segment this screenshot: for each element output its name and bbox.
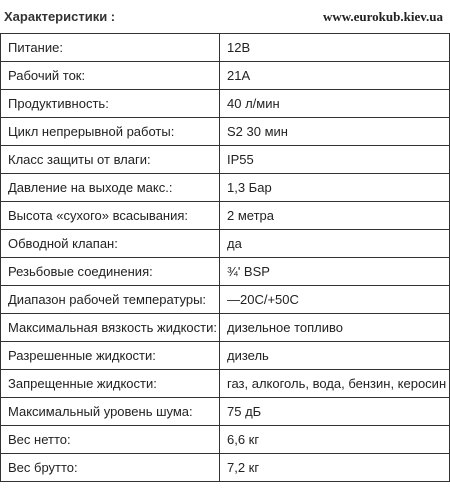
table-row: [1, 454, 450, 482]
spec-label: Резьбовые соединения:: [1, 258, 220, 286]
spec-value: —20C/+50C: [220, 286, 450, 314]
spec-value: 1,3 Бар: [220, 174, 450, 202]
spec-label: Максимальная вязкость жидкости:: [1, 314, 220, 342]
spec-label: Давление на выходе макс.:: [1, 174, 220, 202]
spec-value: 12В: [220, 34, 450, 62]
table-row: [1, 90, 450, 118]
spec-label: Цикл непрерывной работы:: [1, 118, 220, 146]
spec-value: 40 л/мин: [220, 90, 450, 118]
table-row: [1, 118, 450, 146]
spec-value: 2 метра: [220, 202, 450, 230]
specifications-table: [0, 33, 450, 482]
spec-label: Класс защиты от влаги:: [1, 146, 220, 174]
table-row: [1, 314, 450, 342]
table-row: [1, 342, 450, 370]
table-row: [1, 398, 450, 426]
table-row: [1, 258, 450, 286]
section-title: Характеристики :: [4, 9, 116, 24]
spec-label: Максимальный уровень шума:: [1, 398, 220, 426]
site-watermark: www.eurokub.kiev.ua: [322, 9, 443, 24]
spec-label: Рабочий ток:: [1, 62, 220, 90]
spec-label: Разрешенные жидкости:: [1, 342, 220, 370]
table-row: [1, 174, 450, 202]
spec-value: 21А: [220, 62, 450, 90]
table-row: [1, 370, 450, 398]
table-row: [1, 426, 450, 454]
spec-label: Питание:: [1, 34, 220, 62]
spec-value: да: [220, 230, 450, 258]
spec-label: Запрещенные жидкости:: [1, 370, 220, 398]
spec-value: 75 дБ: [220, 398, 450, 426]
spec-value: 6,6 кг: [220, 426, 450, 454]
spec-value: дизель: [220, 342, 450, 370]
spec-value: IP55: [220, 146, 450, 174]
specifications-body: [1, 34, 450, 482]
table-row: [1, 146, 450, 174]
table-row: [1, 62, 450, 90]
table-row: [1, 202, 450, 230]
spec-value: S2 30 мин: [220, 118, 450, 146]
spec-label: Продуктивность:: [1, 90, 220, 118]
spec-value: ¾' BSP: [220, 258, 450, 286]
spec-value: 7,2 кг: [220, 454, 450, 482]
spec-label: Обводной клапан:: [1, 230, 220, 258]
table-row: [1, 34, 450, 62]
spec-value: газ, алкоголь, вода, бензин, керосин: [220, 370, 450, 398]
spec-label: Высота «сухого» всасывания:: [1, 202, 220, 230]
spec-label: Диапазон рабочей температуры:: [1, 286, 220, 314]
table-row: [1, 286, 450, 314]
spec-label: Вес брутто:: [1, 454, 220, 482]
table-row: [1, 230, 450, 258]
spec-label: Вес нетто:: [1, 426, 220, 454]
spec-value: дизельное топливо: [220, 314, 450, 342]
page-header: [0, 0, 450, 30]
